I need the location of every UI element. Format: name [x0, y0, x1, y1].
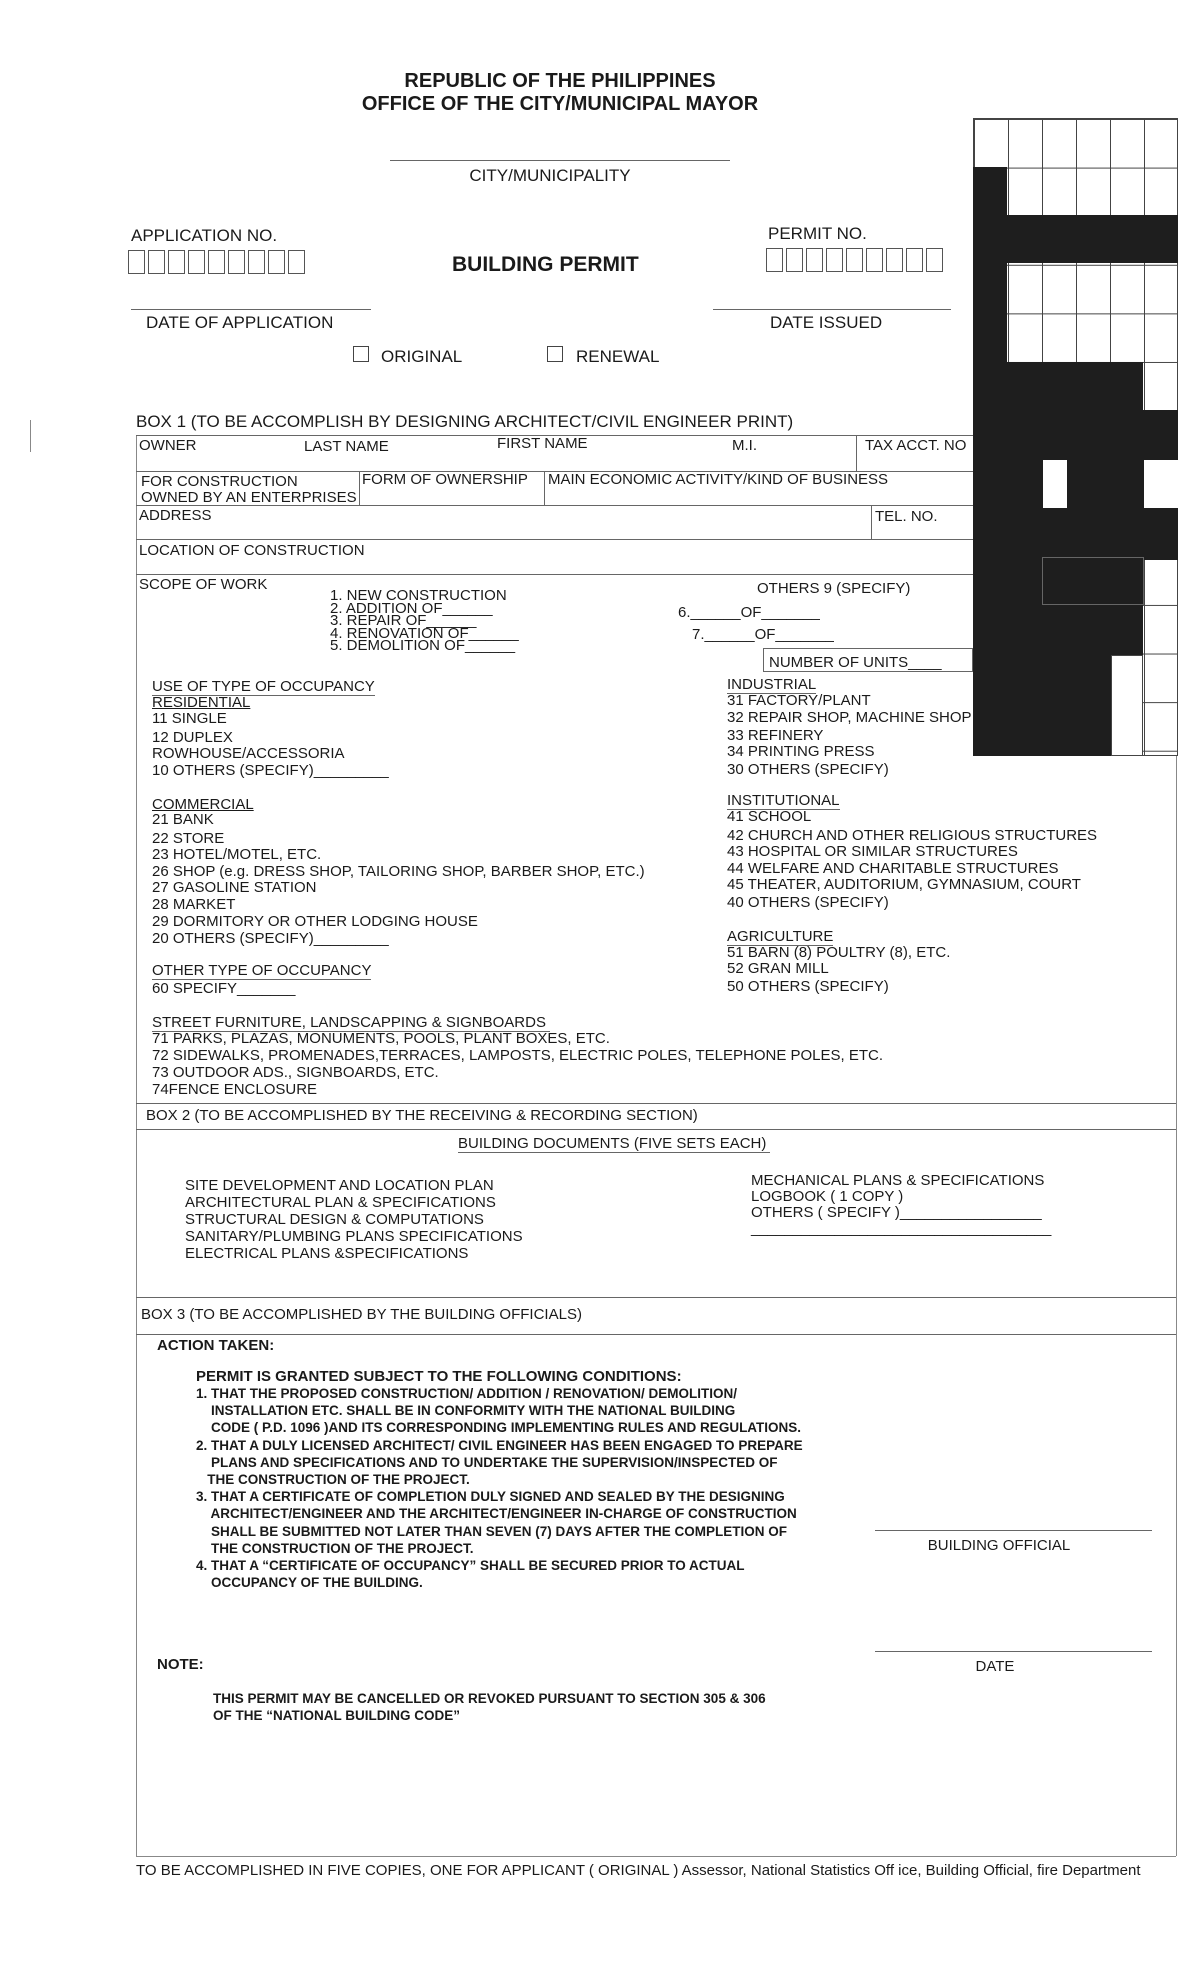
grid-white-a [1043, 460, 1067, 508]
building-documents-heading: BUILDING DOCUMENTS (FIVE SETS EACH) [458, 1135, 770, 1153]
street-item: 71 PARKS, PLAZAS, MONUMENTS, POOLS, PLANT BOXES, ETC. [152, 1030, 610, 1047]
residential-list [152, 710, 389, 779]
other-occupancy-heading: OTHER TYPE OF OCCUPANCY [152, 962, 372, 979]
condition-line: THE CONSTRUCTION OF THE PROJECT. [196, 1540, 474, 1556]
document-item: LOGBOOK ( 1 COPY ) [751, 1188, 904, 1205]
frame-bottom [136, 1856, 1176, 1857]
others6-label: 6.______OF_______ [678, 604, 820, 621]
scope-item: 4. RENOVATION OF______ [330, 624, 519, 642]
address-divider [871, 505, 872, 539]
for-construction-label-1: FOR CONSTRUCTION [141, 473, 298, 490]
box3-heading-rule [136, 1334, 1176, 1335]
condition-line: OCCUPANCY OF THE BUILDING. [196, 1575, 423, 1591]
date-signature-line[interactable] [875, 1651, 1152, 1652]
header-line1: REPUBLIC OF THE PHILIPPINES [404, 70, 716, 92]
grid-block-top [973, 167, 1007, 367]
condition-line: 4. THAT A “CERTIFICATE OF OCCUPANCY” SHALL BE SECURED PRIOR TO ACTUAL [196, 1558, 745, 1574]
tax-acct-label: TAX ACCT. NO [865, 437, 967, 454]
commercial-list [152, 811, 645, 947]
commercial-item: 29 DORMITORY OR OTHER LODGING HOUSE [152, 913, 478, 930]
owner-label: OWNER [139, 437, 197, 454]
grid-block-bar [973, 215, 1178, 263]
institutional-item: 43 HOSPITAL OR SIMILAR STRUCTURES [727, 843, 1018, 860]
condition-line: 3. THAT A CERTIFICATE OF COMPLETION DULY SIGNED AND SEALED BY THE DESIGNING [196, 1489, 785, 1505]
scope-of-work-label: SCOPE OF WORK [139, 576, 268, 593]
scope-item: 5. DEMOLITION OF______ [330, 637, 516, 654]
commercial-item: 27 GASOLINE STATION [152, 879, 317, 896]
street-furniture-heading: STREET FURNITURE, LANDSCAPPING & SIGNBOARDS [152, 1014, 550, 1032]
document-item: ____________________________________ [751, 1220, 1052, 1237]
original-checkbox[interactable] [353, 346, 369, 362]
document-item: ARCHITECTURAL PLAN & SPECIFICATIONS [185, 1194, 496, 1211]
agriculture-item: 52 GRAN MILL [727, 960, 829, 977]
commercial-item: 26 SHOP (e.g. DRESS SHOP, TAILORING SHOP, BARBER SHOP, ETC.) [152, 863, 645, 880]
renewal-label: RENEWAL [576, 347, 660, 366]
box2-top-rule [136, 1103, 1176, 1104]
agriculture-item: 51 BARN (8) POULTRY (8), ETC. [727, 944, 951, 961]
use-of-occupancy-heading: USE OF TYPE OF OCCUPANCY [152, 678, 375, 695]
condition-line: 1. THAT THE PROPOSED CONSTRUCTION/ ADDITION / RENOVATION/ DEMOLITION/ [196, 1386, 738, 1401]
location-label: LOCATION OF CONSTRUCTION [139, 542, 365, 559]
scope-item: 3. REPAIR OF______ [330, 612, 477, 629]
action-taken-label: ACTION TAKEN: [157, 1337, 275, 1354]
frame-left [136, 436, 137, 1856]
scope-item: 1. NEW CONSTRUCTION [330, 587, 507, 604]
date-of-application-label: DATE OF APPLICATION [146, 313, 334, 332]
original-label: ORIGINAL [381, 347, 463, 366]
street-item: 72 SIDEWALKS, PROMENADES,TERRACES, LAMPOSTS, ELECTRIC POLES, TELEPHONE POLES, ETC. [152, 1047, 884, 1064]
condition-line: PLANS AND SPECIFICATIONS AND TO UNDERTAKE THE SUPERVISION/INSPECTED OF [196, 1454, 778, 1470]
grid-white-c [1042, 557, 1144, 605]
scope-items [330, 587, 519, 654]
commercial-item: 20 OTHERS (SPECIFY)_________ [152, 930, 389, 947]
form-title: BUILDING PERMIT [452, 253, 639, 276]
building-official-label: BUILDING OFFICIAL [927, 1537, 1071, 1554]
ownership-rule [136, 505, 973, 506]
agriculture-heading: AGRICULTURE [727, 928, 834, 945]
box2-heading: BOX 2 (TO BE ACCOMPLISHED BY THE RECEIVING & RECORDING SECTION) [146, 1107, 698, 1124]
industrial-item: 31 FACTORY/PLANT [727, 692, 871, 709]
mi-label: M.I. [732, 437, 757, 454]
for-construction-label-2: OWNED BY AN ENTERPRISES [141, 489, 357, 506]
header-line2: OFFICE OF THE CITY/MUNICIPAL MAYOR [361, 93, 759, 115]
agriculture-list [727, 944, 950, 995]
note-line: OF THE “NATIONAL BUILDING CODE” [213, 1708, 460, 1723]
condition-line: INSTALLATION ETC. SHALL BE IN CONFORMITY WITH THE NATIONAL BUILDING [196, 1403, 736, 1419]
grid-white-d [1111, 655, 1143, 756]
residential-item: 10 OTHERS (SPECIFY)_________ [152, 762, 389, 779]
document-item: ELECTRICAL PLANS &SPECIFICATIONS [185, 1245, 469, 1262]
conditions-list [196, 1385, 803, 1591]
permit-no-label: PERMIT NO. [768, 224, 867, 243]
date-application-line [131, 309, 371, 310]
frame-right [1176, 756, 1177, 1856]
renewal-checkbox[interactable] [547, 346, 563, 362]
margin-mark [30, 420, 31, 452]
address-label: ADDRESS [139, 507, 212, 524]
condition-line: 2. THAT A DULY LICENSED ARCHITECT/ CIVIL ENGINEER HAS BEEN ENGAGED TO PREPARE [196, 1437, 803, 1453]
date-issued-label: DATE ISSUED [770, 313, 883, 332]
residential-item: ROWHOUSE/ACCESSORIA [152, 745, 345, 762]
application-no-label: APPLICATION NO. [131, 226, 278, 245]
document-item: STRUCTURAL DESIGN & COMPUTATIONS [185, 1211, 484, 1228]
industrial-item: 33 REFINERY [727, 727, 824, 744]
grid-white-b [1144, 460, 1178, 508]
city-label: CITY/MUNICIPALITY [469, 166, 631, 185]
others7-label: 7.______OF_______ [692, 626, 834, 643]
box3-top-rule [136, 1297, 1176, 1298]
institutional-item: 42 CHURCH AND OTHER RELIGIOUS STRUCTURES [727, 827, 1098, 844]
condition-line: ARCHITECT/ENGINEER AND THE ARCHITECT/ENGINEER IN-CHARGE OF CONSTRUCTION [196, 1506, 797, 1522]
institutional-heading: INSTITUTIONAL [727, 792, 840, 809]
other-occupancy-item: 60 SPECIFY_______ [152, 980, 296, 997]
commercial-item: 28 MARKET [152, 896, 236, 913]
scope-item: 2. ADDITION OF______ [330, 599, 493, 617]
condition-line: SHALL BE SUBMITTED NOT LATER THAN SEVEN (7) DAYS AFTER THE COMPLETION OF [196, 1523, 788, 1539]
note-label: NOTE: [157, 1656, 204, 1673]
commercial-item: 23 HOTEL/MOTEL, ETC. [152, 846, 322, 863]
city-line [390, 160, 730, 161]
street-furniture-list [152, 1030, 883, 1098]
application-no-boxes[interactable] [128, 250, 308, 274]
condition-line: CODE ( P.D. 1096 )AND ITS CORRESPONDING IMPLEMENTING RULES AND REGULATIONS. [196, 1420, 802, 1436]
commercial-item: 22 STORE [152, 830, 225, 847]
ownership-divider-2 [544, 471, 545, 505]
permit-no-boxes[interactable] [766, 248, 946, 272]
box2-heading-rule [136, 1129, 1176, 1130]
institutional-item: 44 WELFARE AND CHARITABLE STRUCTURES [727, 860, 1059, 877]
tel-no-label: TEL. NO. [875, 508, 938, 525]
industrial-list [727, 692, 972, 778]
condition-line: THE CONSTRUCTION OF THE PROJECT. [196, 1472, 470, 1488]
institutional-item: 45 THEATER, AUDITORIUM, GYMNASIUM, COURT [727, 876, 1081, 893]
building-official-signature-line[interactable] [875, 1530, 1152, 1531]
box1-heading: BOX 1 (TO BE ACCOMPLISH BY DESIGNING ARCHITECT/CIVIL ENGINEER PRINT) [136, 412, 794, 431]
date-issued-line [713, 309, 951, 310]
agriculture-item: 50 OTHERS (SPECIFY) [727, 978, 889, 995]
others9-label: OTHERS 9 (SPECIFY) [757, 580, 911, 597]
conditions-intro: PERMIT IS GRANTED SUBJECT TO THE FOLLOWING CONDITIONS: [196, 1368, 682, 1385]
address-rule [136, 539, 973, 540]
street-item: 73 OUTDOOR ADS., SIGNBOARDS, ETC. [152, 1064, 439, 1081]
residential-item: 11 SINGLE [152, 710, 227, 727]
main-activity-label: MAIN ECONOMIC ACTIVITY/KIND OF BUSINESS [548, 471, 889, 488]
residential-heading: RESIDENTIAL [152, 694, 251, 711]
commercial-heading: COMMERCIAL [152, 796, 254, 813]
institutional-list [727, 808, 1097, 911]
box3-heading: BOX 3 (TO BE ACCOMPLISHED BY THE BUILDING OFFICIALS) [141, 1306, 582, 1323]
documents-left-list [185, 1177, 523, 1262]
industrial-item: 32 REPAIR SHOP, MACHINE SHOP [727, 709, 972, 726]
documents-right-list [751, 1173, 1051, 1237]
street-item: 74FENCE ENCLOSURE [152, 1081, 318, 1098]
note-line: THIS PERMIT MAY BE CANCELLED OR REVOKED PURSUANT TO SECTION 305 & 306 [213, 1691, 766, 1706]
document-item: OTHERS ( SPECIFY )_________________ [751, 1204, 1042, 1221]
industrial-item: 30 OTHERS (SPECIFY) [727, 761, 889, 778]
footer-note: TO BE ACCOMPLISHED IN FIVE COPIES, ONE FOR APPLICANT ( ORIGINAL ) Assessor, National Statistics Off ice, Building Official, fire Department [136, 1862, 1141, 1879]
institutional-item: 41 SCHOOL [727, 808, 812, 825]
industrial-heading: INDUSTRIAL [727, 676, 817, 693]
location-rule [136, 574, 973, 575]
ownership-divider-1 [359, 471, 360, 505]
form-of-ownership-label: FORM OF OWNERSHIP [362, 471, 528, 488]
industrial-item: 34 PRINTING PRESS [727, 743, 875, 760]
note-text [213, 1690, 766, 1724]
owner-divider [856, 435, 857, 471]
number-of-units-label: NUMBER OF UNITS____ [769, 654, 942, 671]
institutional-item: 40 OTHERS (SPECIFY) [727, 894, 889, 911]
last-name-label: LAST NAME [304, 438, 389, 455]
residential-item: 12 DUPLEX [152, 729, 233, 746]
document-item: MECHANICAL PLANS & SPECIFICATIONS [751, 1172, 1045, 1189]
document-item: SANITARY/PLUMBING PLANS SPECIFICATIONS [185, 1228, 523, 1245]
first-name-label: FIRST NAME [497, 435, 588, 452]
commercial-item: 21 BANK [152, 811, 214, 828]
date-label: DATE [975, 1658, 1015, 1675]
document-item: SITE DEVELOPMENT AND LOCATION PLAN [185, 1177, 494, 1194]
